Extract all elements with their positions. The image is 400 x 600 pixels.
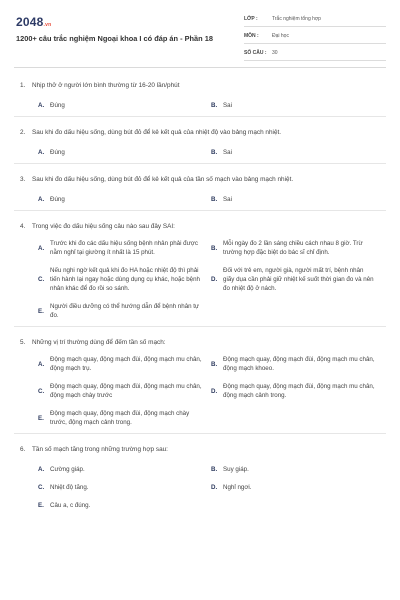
question-stem: Tần số mạch tăng trong những trường hợp sau: (32, 446, 168, 453)
logo-text: 2048 (16, 15, 44, 29)
meta-value: 30 (272, 50, 278, 56)
question-number: 4. (20, 223, 26, 230)
question-list (14, 68, 386, 516)
option-b[interactable] (211, 101, 384, 110)
option-letter: B. (211, 102, 218, 109)
option-letter: B. (211, 360, 218, 368)
option-letter: B. (211, 149, 218, 156)
document-header (14, 0, 386, 68)
question-text (14, 81, 386, 90)
option-d[interactable] (211, 266, 384, 293)
option-text: Người điều dưỡng có thể hướng dẫn để bệnh nhân tự đo. (50, 303, 200, 319)
option-text: Động mạch quay, động mạch đùi, động mạch mu chân, động mạch trụ. (50, 356, 202, 372)
option-text: Nhiệt độ tăng. (50, 484, 89, 491)
option-e[interactable] (38, 302, 211, 320)
option-letter: D. (211, 484, 218, 491)
meta-row-class (244, 13, 386, 27)
meta-value: Đại học (272, 33, 289, 39)
option-list (14, 195, 386, 204)
option-b[interactable] (211, 195, 384, 204)
question-number: 1. (20, 82, 26, 89)
option-text: Đúng (50, 149, 65, 156)
meta-table (244, 13, 386, 61)
option-a[interactable] (38, 195, 211, 204)
question-number: 5. (20, 339, 26, 346)
option-text: Động mạch quay, động mạch đùi, động mạch mu chân, động mạch cảnh trong. (223, 383, 375, 399)
question-text (14, 128, 386, 137)
option-letter: B. (211, 466, 218, 473)
option-a[interactable] (38, 465, 211, 474)
option-a[interactable] (38, 355, 211, 373)
option-text: Sai (223, 149, 232, 156)
question-number: 2. (20, 129, 26, 136)
question-6 (14, 434, 386, 516)
option-text: Trước khi đo các dấu hiệu sống bệnh nhân phải được nằm nghỉ tại giường ít nhất là 15 phút. (50, 240, 198, 256)
meta-key: MÔN : (244, 33, 259, 39)
option-letter: A. (38, 360, 45, 368)
option-text: Động mạch quay, động mạch đùi, động mạch mu chân, động mạch khoeo. (223, 356, 375, 372)
option-text: Suy giáp. (223, 466, 249, 473)
option-list (14, 239, 386, 320)
option-b[interactable] (211, 465, 384, 474)
option-letter: C. (38, 484, 45, 491)
option-text: Sai (223, 102, 232, 109)
option-d[interactable] (211, 483, 384, 492)
question-3 (14, 164, 386, 211)
option-text: Mỗi ngày đo 2 lần sáng chiều cách nhau 8 giờ. Trừ trường hợp đặc biệt do bác sĩ chỉ định. (223, 240, 363, 256)
option-letter: C. (38, 387, 45, 395)
question-2 (14, 117, 386, 164)
question-stem: Sau khi đo dấu hiệu sống, dùng bút đỏ để kẻ kết quả của nhiệt độ vào bảng mạch nhiệt. (32, 129, 282, 136)
site-logo[interactable] (16, 15, 51, 29)
option-c[interactable] (38, 382, 211, 400)
option-text: Cường giáp. (50, 466, 85, 473)
option-text: Đúng (50, 102, 65, 109)
meta-key: SỐ CÂU : (244, 50, 267, 56)
option-b[interactable] (211, 148, 384, 157)
option-c[interactable] (38, 483, 211, 492)
question-1 (14, 81, 386, 117)
option-b[interactable] (211, 355, 384, 373)
question-stem: Sau khi đo dấu hiệu sống, dùng bút đỏ để kẻ kết quả của tần số mạch vào bảng mạch nhiệt. (32, 176, 294, 183)
option-letter: A. (38, 466, 45, 473)
option-text: Nếu nghi ngờ kết quả khi đo HA hoặc nhiệt độ thì phải tiến hành lại ngay hoặc dùng dụng cụ khác, hoặc bệnh nhân khác để đo rồi so sánh. (50, 267, 200, 292)
option-letter: B. (211, 244, 218, 252)
option-text: Đúng (50, 196, 65, 203)
option-c[interactable] (38, 266, 211, 293)
meta-row-count (244, 47, 386, 61)
question-text (14, 222, 386, 231)
option-list (14, 355, 386, 427)
question-number: 6. (20, 446, 26, 453)
logo-suffix: .vn (43, 22, 52, 28)
option-list (14, 148, 386, 157)
option-letter: E. (38, 307, 44, 315)
option-letter: D. (211, 276, 218, 283)
question-stem: Trong việc đo dấu hiệu sống câu nào sau đây SAI: (32, 223, 175, 230)
option-e[interactable] (38, 409, 211, 427)
question-text (14, 175, 386, 184)
meta-row-subject (244, 30, 386, 44)
option-list (14, 101, 386, 110)
option-letter: A. (38, 149, 45, 156)
question-5 (14, 327, 386, 434)
option-e[interactable] (38, 501, 211, 510)
meta-key: LỚP : (244, 16, 258, 22)
option-letter: B. (211, 196, 218, 203)
option-letter: A. (38, 102, 45, 109)
option-b[interactable] (211, 239, 384, 257)
option-text: Câu a, c đúng. (50, 502, 91, 509)
question-text (14, 338, 386, 347)
question-4 (14, 211, 386, 327)
meta-value: Trắc nghiệm tổng hợp (272, 16, 321, 22)
option-letter: A. (38, 244, 45, 252)
option-text: Động mạch quay, động mạch đùi, động mạch chày trước, động mạch cảnh trong. (50, 410, 190, 426)
option-a[interactable] (38, 148, 211, 157)
option-letter: E. (38, 414, 44, 422)
option-d[interactable] (211, 382, 384, 400)
option-text: Đối với trẻ em, người già, người mất trí, bệnh nhân giãy dụa cần phải giữ nhiệt kế suốt thời gian đo và nên đo nhiệt độ ở nách. (223, 267, 374, 292)
option-letter: E. (38, 502, 44, 509)
option-letter: A. (38, 196, 45, 203)
question-stem: Nhịp thở ở người lớn bình thường từ 16-20 lần/phút (32, 82, 180, 89)
option-letter: D. (211, 387, 218, 395)
option-a[interactable] (38, 239, 211, 257)
option-text: Sai (223, 196, 232, 203)
option-text: Động mạch quay, động mạch đùi, động mạch mu chân, động mạch chày trước (50, 383, 202, 399)
question-number: 3. (20, 176, 26, 183)
option-letter: C. (38, 276, 45, 283)
option-list (14, 465, 386, 510)
document-title: 1200+ câu trắc nghiệm Ngoại khoa I có đáp án - Phần 18 (16, 34, 213, 43)
option-a[interactable] (38, 101, 211, 110)
question-text (14, 445, 386, 454)
option-text: Nghỉ ngơi. (223, 484, 252, 491)
question-stem: Những vị trí thường dùng để đếm tần số mạch: (32, 339, 166, 346)
